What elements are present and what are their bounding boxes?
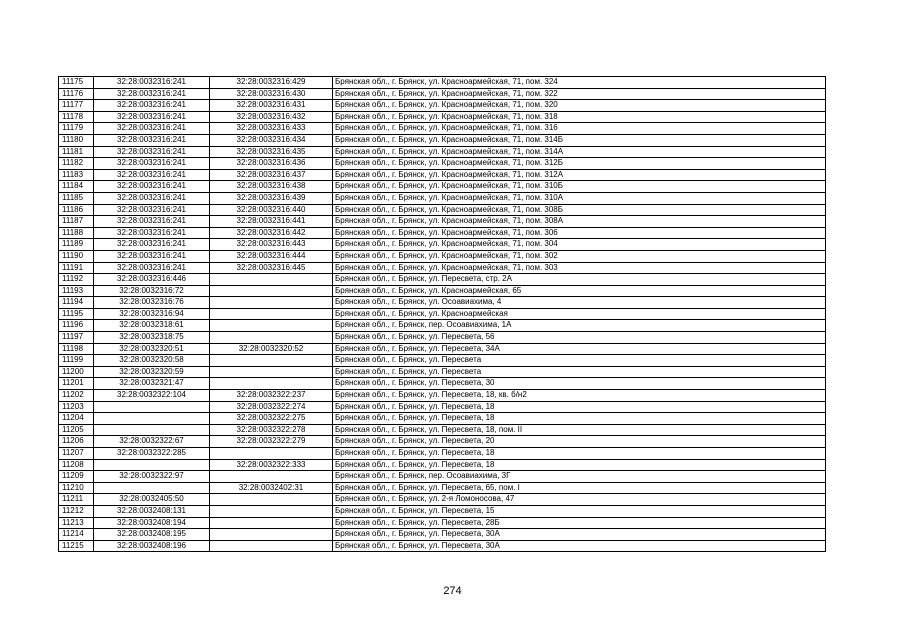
parcel-number-cell: 32:28:0032316:241: [94, 262, 210, 274]
parcel-number-cell: 32:28:0032316:241: [94, 250, 210, 262]
parcel-number-cell: 32:28:0032316:241: [94, 227, 210, 239]
table-row: [59, 239, 826, 251]
row-number-cell: 11213: [59, 517, 94, 529]
parcel-number-cell: 32:28:0032322:104: [94, 390, 210, 402]
row-number-cell: 11207: [59, 448, 94, 460]
row-number-cell: 11193: [59, 285, 94, 297]
parcel-number-cell: 32:28:0032320:51: [94, 343, 210, 355]
address-cell: Брянская обл., г. Брянск, пер. Осоавиахима, 3Г: [333, 471, 826, 483]
address-cell: Брянская обл., г. Брянск, ул. Красноармейская, 65: [333, 285, 826, 297]
object-number-cell: 32:28:0032320:52: [210, 343, 333, 355]
parcel-number-cell: [94, 424, 210, 436]
address-cell: Брянская обл., г. Брянск, ул. Пересвета, 18, кв. б/н2: [333, 390, 826, 402]
parcel-number-cell: 32:28:0032316:76: [94, 297, 210, 309]
object-number-cell: [210, 505, 333, 517]
table-row: [59, 436, 826, 448]
address-cell: Брянская обл., г. Брянск, ул. Красноармейская, 71, пом. 316: [333, 123, 826, 135]
table-row: [59, 250, 826, 262]
table-row: [59, 216, 826, 228]
parcel-number-cell: 32:28:0032316:241: [94, 77, 210, 89]
parcel-number-cell: 32:28:0032316:241: [94, 192, 210, 204]
parcel-number-cell: 32:28:0032320:59: [94, 366, 210, 378]
row-number-cell: 11178: [59, 111, 94, 123]
table-row: [59, 448, 826, 460]
parcel-number-cell: 32:28:0032316:241: [94, 158, 210, 170]
row-number-cell: 11180: [59, 134, 94, 146]
object-number-cell: 32:28:0032322:279: [210, 436, 333, 448]
row-number-cell: 11211: [59, 494, 94, 506]
table-row: [59, 320, 826, 332]
table-row: [59, 529, 826, 541]
row-number-cell: 11183: [59, 169, 94, 181]
table-row: [59, 158, 826, 170]
parcel-number-cell: 32:28:0032316:241: [94, 88, 210, 100]
row-number-cell: 11210: [59, 482, 94, 494]
table-row: [59, 146, 826, 158]
address-cell: Брянская обл., г. Брянск, ул. Пересвета, 30А: [333, 540, 826, 552]
address-cell: Брянская обл., г. Брянск, ул. Пересвета, 18: [333, 459, 826, 471]
parcel-number-cell: 32:28:0032320:58: [94, 355, 210, 367]
parcel-number-cell: 32:28:0032316:72: [94, 285, 210, 297]
parcel-number-cell: 32:28:0032408:131: [94, 505, 210, 517]
object-number-cell: [210, 297, 333, 309]
parcel-number-cell: [94, 413, 210, 425]
address-cell: Брянская обл., г. Брянск, ул. Красноармейская, 71, пом. 308А: [333, 216, 826, 228]
address-cell: Брянская обл., г. Брянск, ул. Красноармейская, 71, пом. 320: [333, 100, 826, 112]
parcel-number-cell: 32:28:0032316:241: [94, 204, 210, 216]
row-number-cell: 11201: [59, 378, 94, 390]
row-number-cell: 11192: [59, 274, 94, 286]
registry-table: [58, 76, 826, 552]
table-row: [59, 123, 826, 135]
address-cell: Брянская обл., г. Брянск, ул. Пересвета, 18, пом. II: [333, 424, 826, 436]
address-cell: Брянская обл., г. Брянск, ул. Красноармейская, 71, пом. 310Б: [333, 181, 826, 193]
object-number-cell: [210, 285, 333, 297]
address-cell: Брянская обл., г. Брянск, ул. Пересвета, 30А: [333, 529, 826, 541]
parcel-number-cell: 32:28:0032405:50: [94, 494, 210, 506]
object-number-cell: 32:28:0032316:437: [210, 169, 333, 181]
table-row: [59, 540, 826, 552]
parcel-number-cell: [94, 482, 210, 494]
object-number-cell: [210, 471, 333, 483]
table-row: [59, 378, 826, 390]
object-number-cell: [210, 517, 333, 529]
object-number-cell: 32:28:0032316:433: [210, 123, 333, 135]
parcel-number-cell: 32:28:0032408:196: [94, 540, 210, 552]
object-number-cell: [210, 308, 333, 320]
parcel-number-cell: 32:28:0032316:241: [94, 100, 210, 112]
row-number-cell: 11175: [59, 77, 94, 89]
object-number-cell: [210, 494, 333, 506]
table-row: [59, 482, 826, 494]
table-row: [59, 390, 826, 402]
row-number-cell: 11182: [59, 158, 94, 170]
address-cell: Брянская обл., г. Брянск, ул. Пересвета, 18: [333, 413, 826, 425]
address-cell: Брянская обл., г. Брянск, ул. Пересвета, 18: [333, 448, 826, 460]
parcel-number-cell: 32:28:0032318:75: [94, 332, 210, 344]
row-number-cell: 11177: [59, 100, 94, 112]
address-cell: Брянская обл., г. Брянск, ул. Пересвета, 15: [333, 505, 826, 517]
address-cell: Брянская обл., г. Брянск, ул. Пересвета, 34А: [333, 343, 826, 355]
address-cell: Брянская обл., г. Брянск, ул. Красноармейская, 71, пом. 304: [333, 239, 826, 251]
address-cell: Брянская обл., г. Брянск, ул. Красноармейская, 71, пом. 312А: [333, 169, 826, 181]
address-cell: Брянская обл., г. Брянск, ул. Пересвета, 20: [333, 436, 826, 448]
parcel-number-cell: 32:28:0032322:97: [94, 471, 210, 483]
row-number-cell: 11185: [59, 192, 94, 204]
address-cell: Брянская обл., г. Брянск, ул. Красноармейская, 71, пом. 322: [333, 88, 826, 100]
row-number-cell: 11202: [59, 390, 94, 402]
parcel-number-cell: 32:28:0032316:446: [94, 274, 210, 286]
object-number-cell: 32:28:0032322:274: [210, 401, 333, 413]
object-number-cell: [210, 332, 333, 344]
parcel-number-cell: 32:28:0032316:241: [94, 123, 210, 135]
parcel-number-cell: 32:28:0032316:241: [94, 146, 210, 158]
object-number-cell: 32:28:0032316:429: [210, 77, 333, 89]
object-number-cell: [210, 529, 333, 541]
address-cell: Брянская обл., г. Брянск, ул. 2-я Ломоносова, 47: [333, 494, 826, 506]
parcel-number-cell: 32:28:0032316:241: [94, 216, 210, 228]
page-number: 274: [443, 585, 462, 597]
table-row: [59, 111, 826, 123]
parcel-number-cell: 32:28:0032322:285: [94, 448, 210, 460]
object-number-cell: 32:28:0032316:440: [210, 204, 333, 216]
address-cell: Брянская обл., г. Брянск, ул. Красноармейская, 71, пом. 318: [333, 111, 826, 123]
object-number-cell: 32:28:0032316:436: [210, 158, 333, 170]
parcel-number-cell: 32:28:0032316:241: [94, 134, 210, 146]
object-number-cell: [210, 274, 333, 286]
table-row: [59, 227, 826, 239]
address-cell: Брянская обл., г. Брянск, ул. Пересвета, 56: [333, 332, 826, 344]
row-number-cell: 11197: [59, 332, 94, 344]
registry-table-body: [59, 77, 826, 552]
table-row: [59, 297, 826, 309]
address-cell: Брянская обл., г. Брянск, ул. Пересвета, 30: [333, 378, 826, 390]
address-cell: Брянская обл., г. Брянск, ул. Красноармейская, 71, пом. 308Б: [333, 204, 826, 216]
row-number-cell: 11212: [59, 505, 94, 517]
table-row: [59, 424, 826, 436]
parcel-number-cell: 32:28:0032408:195: [94, 529, 210, 541]
table-row: [59, 401, 826, 413]
address-cell: Брянская обл., г. Брянск, ул. Красноармейская, 71, пом. 306: [333, 227, 826, 239]
table-row: [59, 100, 826, 112]
address-cell: Брянская обл., г. Брянск, ул. Пересвета, 28Б: [333, 517, 826, 529]
row-number-cell: 11209: [59, 471, 94, 483]
table-row: [59, 413, 826, 425]
table-row: [59, 366, 826, 378]
table-row: [59, 192, 826, 204]
table-row: [59, 355, 826, 367]
parcel-number-cell: [94, 459, 210, 471]
object-number-cell: 32:28:0032316:434: [210, 134, 333, 146]
address-cell: Брянская обл., г. Брянск, ул. Красноармейская, 71, пом. 314Б: [333, 134, 826, 146]
row-number-cell: 11194: [59, 297, 94, 309]
table-row: [59, 169, 826, 181]
parcel-number-cell: 32:28:0032316:241: [94, 111, 210, 123]
address-cell: Брянская обл., г. Брянск, ул. Осоавиахима, 4: [333, 297, 826, 309]
row-number-cell: 11199: [59, 355, 94, 367]
table-row: [59, 517, 826, 529]
address-cell: Брянская обл., г. Брянск, ул. Красноармейская, 71, пом. 312Б: [333, 158, 826, 170]
table-row: [59, 494, 826, 506]
parcel-number-cell: [94, 401, 210, 413]
row-number-cell: 11214: [59, 529, 94, 541]
table-row: [59, 204, 826, 216]
table-row: [59, 471, 826, 483]
address-cell: Брянская обл., г. Брянск, ул. Пересвета, стр. 2А: [333, 274, 826, 286]
row-number-cell: 11184: [59, 181, 94, 193]
object-number-cell: 32:28:0032316:441: [210, 216, 333, 228]
row-number-cell: 11215: [59, 540, 94, 552]
address-cell: Брянская обл., г. Брянск, пер. Осоавиахима, 1А: [333, 320, 826, 332]
table-row: [59, 262, 826, 274]
parcel-number-cell: 32:28:0032316:241: [94, 239, 210, 251]
row-number-cell: 11176: [59, 88, 94, 100]
parcel-number-cell: 32:28:0032318:61: [94, 320, 210, 332]
object-number-cell: [210, 320, 333, 332]
parcel-number-cell: 32:28:0032321:47: [94, 378, 210, 390]
row-number-cell: 11204: [59, 413, 94, 425]
row-number-cell: 11188: [59, 227, 94, 239]
row-number-cell: 11190: [59, 250, 94, 262]
row-number-cell: 11186: [59, 204, 94, 216]
object-number-cell: 32:28:0032316:430: [210, 88, 333, 100]
row-number-cell: 11208: [59, 459, 94, 471]
table-row: [59, 332, 826, 344]
parcel-number-cell: 32:28:0032316:94: [94, 308, 210, 320]
table-row: [59, 308, 826, 320]
object-number-cell: [210, 540, 333, 552]
table-row: [59, 88, 826, 100]
object-number-cell: 32:28:0032316:442: [210, 227, 333, 239]
table-row: [59, 459, 826, 471]
object-number-cell: 32:28:0032316:432: [210, 111, 333, 123]
row-number-cell: 11179: [59, 123, 94, 135]
row-number-cell: 11187: [59, 216, 94, 228]
address-cell: Брянская обл., г. Брянск, ул. Пересвета: [333, 366, 826, 378]
row-number-cell: 11198: [59, 343, 94, 355]
object-number-cell: 32:28:0032322:237: [210, 390, 333, 402]
object-number-cell: 32:28:0032316:435: [210, 146, 333, 158]
address-cell: Брянская обл., г. Брянск, ул. Красноармейская, 71, пом. 303: [333, 262, 826, 274]
address-cell: Брянская обл., г. Брянск, ул. Красноармейская: [333, 308, 826, 320]
row-number-cell: 11203: [59, 401, 94, 413]
table-row: [59, 274, 826, 286]
row-number-cell: 11195: [59, 308, 94, 320]
table-row: [59, 285, 826, 297]
object-number-cell: 32:28:0032316:445: [210, 262, 333, 274]
object-number-cell: [210, 378, 333, 390]
object-number-cell: [210, 355, 333, 367]
row-number-cell: 11206: [59, 436, 94, 448]
object-number-cell: 32:28:0032316:444: [210, 250, 333, 262]
object-number-cell: [210, 366, 333, 378]
parcel-number-cell: 32:28:0032322:67: [94, 436, 210, 448]
table-row: [59, 134, 826, 146]
object-number-cell: 32:28:0032322:333: [210, 459, 333, 471]
address-cell: Брянская обл., г. Брянск, ул. Пересвета: [333, 355, 826, 367]
address-cell: Брянская обл., г. Брянск, ул. Красноармейская, 71, пом. 314А: [333, 146, 826, 158]
table-row: [59, 181, 826, 193]
table-row: [59, 77, 826, 89]
object-number-cell: 32:28:0032316:431: [210, 100, 333, 112]
row-number-cell: 11191: [59, 262, 94, 274]
row-number-cell: 11181: [59, 146, 94, 158]
parcel-number-cell: 32:28:0032316:241: [94, 181, 210, 193]
object-number-cell: 32:28:0032322:275: [210, 413, 333, 425]
address-cell: Брянская обл., г. Брянск, ул. Красноармейская, 71, пом. 310А: [333, 192, 826, 204]
row-number-cell: 11205: [59, 424, 94, 436]
address-cell: Брянская обл., г. Брянск, ул. Пересвета, 65, пом. I: [333, 482, 826, 494]
object-number-cell: 32:28:0032402:31: [210, 482, 333, 494]
object-number-cell: 32:28:0032316:438: [210, 181, 333, 193]
object-number-cell: [210, 448, 333, 460]
address-cell: Брянская обл., г. Брянск, ул. Пересвета, 18: [333, 401, 826, 413]
row-number-cell: 11196: [59, 320, 94, 332]
object-number-cell: 32:28:0032322:278: [210, 424, 333, 436]
row-number-cell: 11200: [59, 366, 94, 378]
parcel-number-cell: 32:28:0032408:194: [94, 517, 210, 529]
row-number-cell: 11189: [59, 239, 94, 251]
table-row: [59, 343, 826, 355]
table-row: [59, 505, 826, 517]
address-cell: Брянская обл., г. Брянск, ул. Красноармейская, 71, пом. 302: [333, 250, 826, 262]
address-cell: Брянская обл., г. Брянск, ул. Красноармейская, 71, пом. 324: [333, 77, 826, 89]
parcel-number-cell: 32:28:0032316:241: [94, 169, 210, 181]
object-number-cell: 32:28:0032316:443: [210, 239, 333, 251]
object-number-cell: 32:28:0032316:439: [210, 192, 333, 204]
